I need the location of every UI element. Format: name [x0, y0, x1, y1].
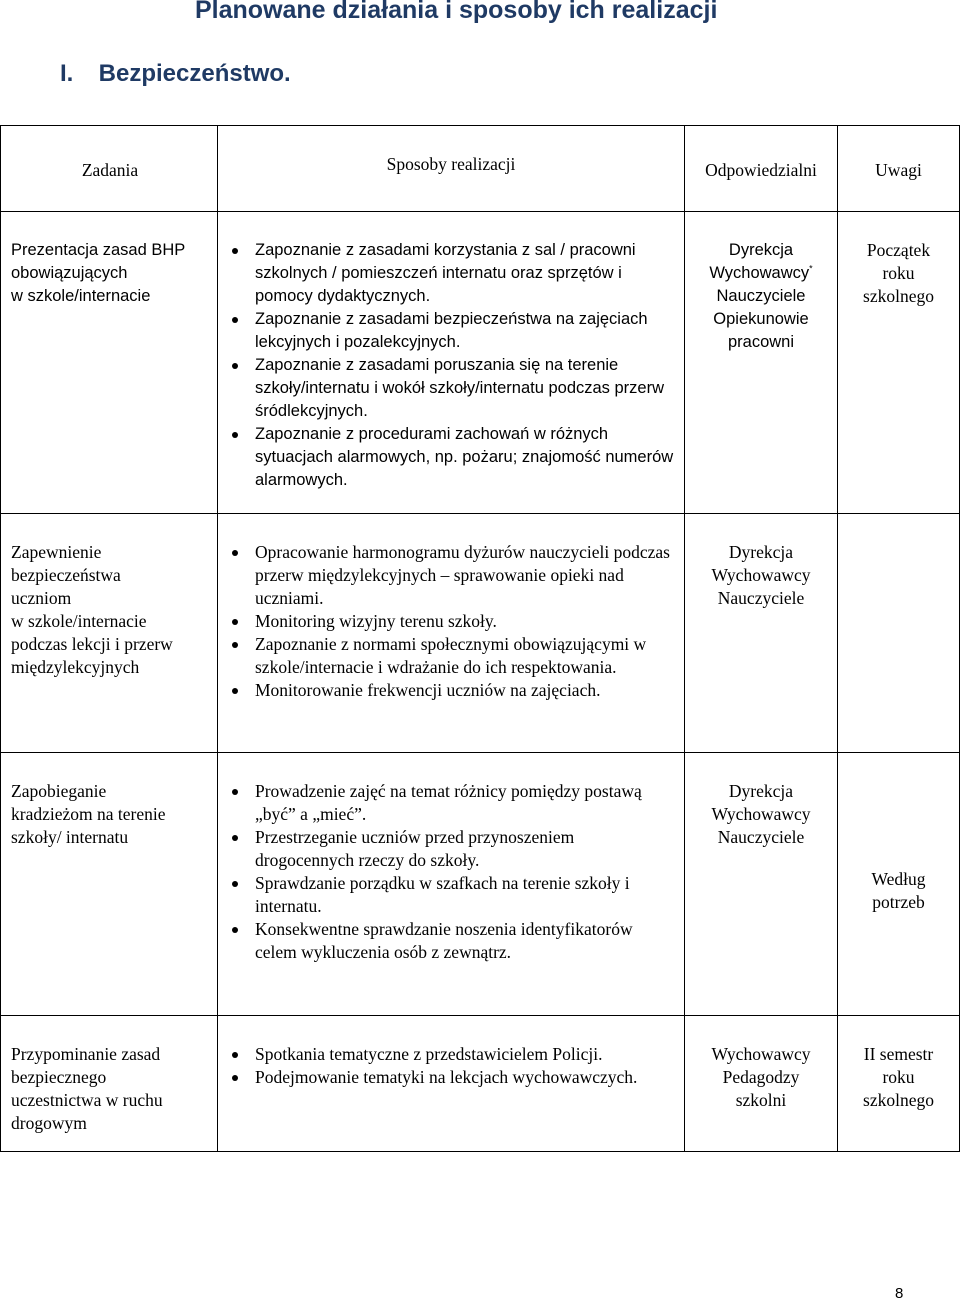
responsible-line: Opiekunowie: [713, 310, 809, 328]
header-notes: Uwagi: [838, 126, 960, 211]
responsible-line: Nauczyciele: [716, 287, 806, 305]
task-cell: [1, 1016, 218, 1151]
methods-list: [226, 541, 676, 702]
notes-line: roku: [882, 263, 915, 283]
notes-line: szkolnego: [863, 286, 934, 306]
list-item: Zapoznanie z normami społecznymi obowiązującymi w szkole/internacie i wdrażanie do ich respektowania.: [226, 633, 676, 679]
list-item: Zapoznanie z procedurami zachowań w różnych sytuacjach alarmowych, np. pożaru; znajomość numerów alarmowych.: [226, 423, 676, 492]
list-item: Sprawdzanie porządku w szafkach na terenie szkoły i internatu.: [226, 872, 676, 918]
footnote-mark: *: [809, 263, 813, 274]
section-label: Bezpieczeństwo.: [98, 60, 291, 87]
responsible-cell: [685, 753, 838, 1015]
methods-cell: [218, 514, 685, 752]
list-item: Przestrzeganie uczniów przed przynoszeniem drogocennych rzeczy do szkoły.: [226, 826, 676, 872]
task-line: w szkole/internacie: [11, 287, 151, 305]
notes-cell: [838, 1016, 960, 1151]
notes-cell: [838, 212, 960, 513]
task-line: uczestnictwa w ruchu: [11, 1090, 163, 1110]
list-item: Monitorowanie frekwencji uczniów na zajęciach.: [226, 679, 676, 702]
task-line: Zapewnienie: [11, 542, 102, 562]
table-row: [1, 514, 960, 753]
responsible-cell: [685, 514, 838, 752]
notes-line: potrzeb: [872, 892, 925, 912]
responsible-line: [689, 262, 833, 285]
responsible-line: Nauczyciele: [717, 588, 805, 608]
responsible-line: Nauczyciele: [717, 827, 805, 847]
task-cell: [1, 212, 218, 513]
responsible-text: Wychowawcy: [709, 264, 810, 282]
responsible-line: Wychowawcy: [711, 565, 811, 585]
list-item: Monitoring wizyjny terenu szkoły.: [226, 610, 676, 633]
responsible-line: Wychowawcy: [711, 804, 811, 824]
task-line: kradzieżom na terenie: [11, 804, 166, 824]
table-header-row: [1, 126, 960, 212]
header-methods: Sposoby realizacji: [218, 126, 685, 211]
task-line: bezpieczeństwa: [11, 565, 121, 585]
table-row: [1, 1016, 960, 1152]
list-item: Spotkania tematyczne z przedstawicielem Policji.: [226, 1043, 676, 1066]
responsible-line: Wychowawcy: [711, 1044, 811, 1064]
notes-line: Według: [871, 869, 926, 889]
responsible-line: Dyrekcja: [728, 542, 794, 562]
task-line: bezpiecznego: [11, 1067, 107, 1087]
notes-cell: [838, 514, 960, 752]
section-heading: [60, 60, 291, 88]
list-item: Zapoznanie z zasadami bezpieczeństwa na zajęciach lekcyjnych i pozalekcyjnych.: [226, 308, 676, 354]
header-tasks: Zadania: [1, 126, 218, 211]
methods-list: [226, 239, 676, 492]
responsible-line: Dyrekcja: [728, 241, 794, 259]
plan-table: [0, 125, 960, 1152]
notes-cell: [838, 753, 960, 1015]
methods-list: [226, 1043, 676, 1089]
task-line: międzylekcyjnych: [11, 657, 140, 677]
notes-line: szkolnego: [863, 1090, 934, 1110]
notes-line: roku: [882, 1067, 915, 1087]
list-item: Podejmowanie tematyki na lekcjach wychowawczych.: [226, 1066, 676, 1089]
task-cell: [1, 753, 218, 1015]
methods-cell: [218, 753, 685, 1015]
page-title: Planowane działania i sposoby ich realizacji: [195, 0, 718, 24]
responsible-line: szkolni: [735, 1090, 787, 1110]
responsible-line: Pedagodzy: [722, 1067, 800, 1087]
task-line: w szkole/internacie: [11, 611, 147, 631]
task-line: drogowym: [11, 1113, 87, 1133]
table-row: [1, 753, 960, 1016]
responsible-line: pracowni: [727, 333, 795, 351]
methods-list: [226, 780, 676, 964]
task-line: Zapobieganie: [11, 781, 107, 801]
section-number: I.: [60, 60, 74, 87]
methods-cell: [218, 1016, 685, 1151]
list-item: Zapoznanie z zasadami poruszania się na terenie szkoły/internatu i wokół szkoły/internatu podczas przerw śródlekcyjnych.: [226, 354, 676, 423]
notes-line: II semestr: [863, 1044, 934, 1064]
table-row: [1, 212, 960, 514]
task-line: Przypominanie zasad: [11, 1044, 161, 1064]
task-cell: [1, 514, 218, 752]
list-item: Prowadzenie zajęć na temat różnicy pomiędzy postawą „być” a „mieć”.: [226, 780, 676, 826]
list-item: Opracowanie harmonogramu dyżurów nauczycieli podczas przerw międzylekcyjnych – sprawowanie opieki nad uczniami.: [226, 541, 676, 610]
methods-cell: [218, 212, 685, 513]
task-line: szkoły/ internatu: [11, 827, 129, 847]
task-line: obowiązujących: [11, 264, 128, 282]
list-item: Konsekwentne sprawdzanie noszenia identyfikatorów celem wykluczenia osób z zewnątrz.: [226, 918, 676, 964]
header-responsible: Odpowiedzialni: [685, 126, 838, 211]
list-item: Zapoznanie z zasadami korzystania z sal / pracowni szkolnych / pomieszczeń internatu oraz sprzętów i pomocy dydaktycznych.: [226, 239, 676, 308]
responsible-cell: [685, 1016, 838, 1151]
responsible-line: Dyrekcja: [728, 781, 794, 801]
notes-line: Początek: [866, 240, 931, 260]
page-number: 8: [895, 1285, 904, 1302]
task-line: uczniom: [11, 588, 72, 608]
task-line: Prezentacja zasad BHP: [11, 241, 186, 259]
responsible-cell: [685, 212, 838, 513]
task-line: podczas lekcji i przerw: [11, 634, 173, 654]
